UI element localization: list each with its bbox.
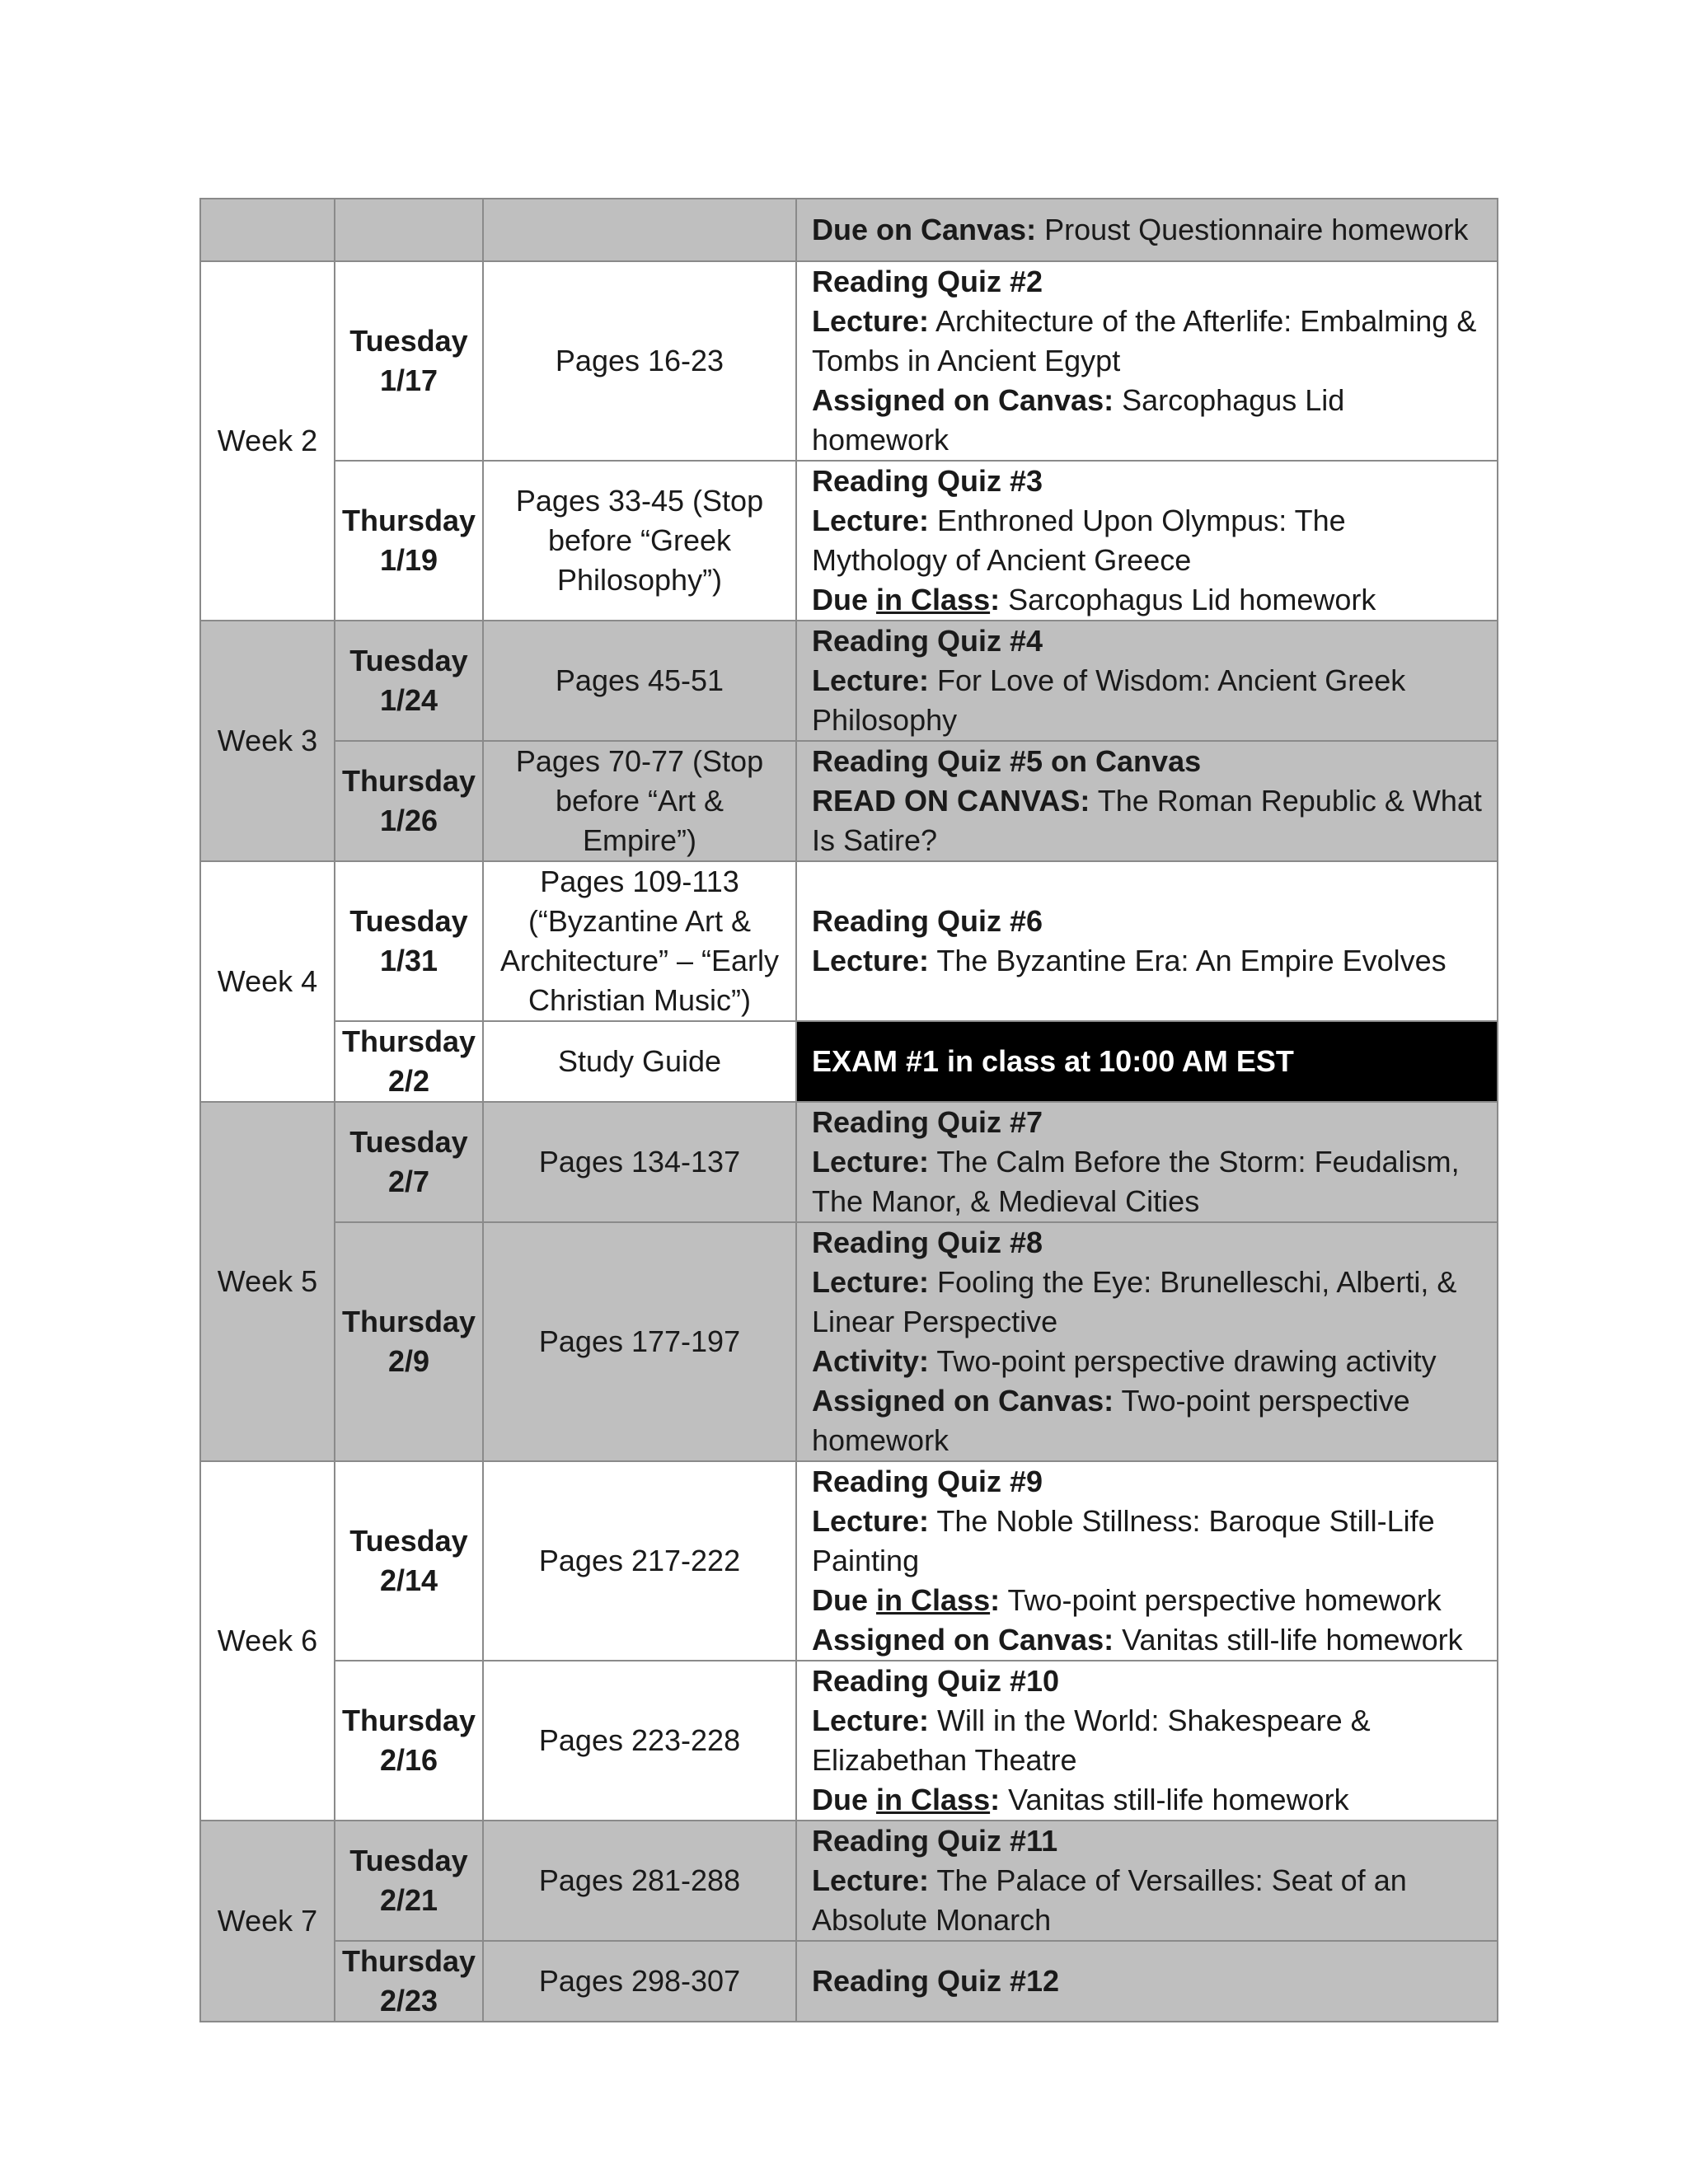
lecture-label: Lecture: [812,1145,930,1179]
weekday: Tuesday [349,904,468,938]
reading-cell: Pages 281-288 [483,1821,796,1941]
quiz-line: Reading Quiz #3 [812,464,1043,498]
assigned-text: Sarcophagus Lid homework [812,383,1345,457]
lecture-line [812,1861,1482,1940]
date: 2/2 [387,1064,430,1098]
lecture-label: Lecture: [812,663,930,697]
lecture-label: Lecture: [812,304,930,338]
day-cell [335,861,483,1021]
schedule-row [200,861,1498,1021]
quiz-line: Reading Quiz #11 [812,1824,1058,1858]
lecture-text: The Calm Before the Storm: Feudalism, The Manor, & Medieval Cities [812,1145,1460,1218]
week-label: Week 2 [200,261,335,621]
activities-cell [796,1661,1498,1821]
lecture-line [812,1502,1482,1581]
quiz-line: Reading Quiz #7 [812,1105,1043,1139]
schedule-row [200,199,1498,261]
reading-cell: Pages 298-307 [483,1941,796,2022]
day-cell [335,261,483,461]
quiz-line: Reading Quiz #4 [812,624,1043,658]
exam-cell: EXAM #1 in class at 10:00 AM EST [796,1021,1498,1102]
schedule-row [200,1461,1498,1661]
weekday: Thursday [342,504,476,537]
quiz-line: Reading Quiz #6 [812,904,1043,938]
day-cell [335,1102,483,1222]
due-label: Due on Canvas: [812,213,1037,246]
date: 1/31 [379,944,438,977]
schedule-row [200,1021,1498,1102]
week-label: Week 4 [200,861,335,1102]
weekday: Thursday [342,1944,476,1978]
lecture-text: For Love of Wisdom: Ancient Greek Philosophy [812,663,1406,737]
assigned-line [812,1381,1482,1460]
activities-cell [796,741,1498,861]
quiz-line: Reading Quiz #8 [812,1226,1043,1259]
lecture-line [812,1701,1482,1780]
lecture-label: Lecture: [812,504,930,537]
due-text: Proust Questionnaire homework [1044,213,1469,246]
due-line: Due in Class: Vanitas still-life homework [812,1783,1349,1816]
week-label: Week 5 [200,1102,335,1461]
schedule-row [200,1222,1498,1461]
week-label: Week 3 [200,621,335,861]
date: 1/26 [379,804,438,837]
reading-cell: Pages 134-137 [483,1102,796,1222]
activities-cell [796,1222,1498,1461]
reading-cell: Pages 45-51 [483,621,796,741]
assigned-label: Assigned on Canvas: [812,1384,1114,1418]
lecture-text: The Byzantine Era: An Empire Evolves [936,944,1447,977]
due-place: in Class [876,1783,991,1816]
activities-cell [796,1821,1498,1941]
assigned-label: Assigned on Canvas: [812,383,1114,417]
reading-cell [483,199,796,261]
weekday: Tuesday [349,324,468,358]
week-label: Week 6 [200,1461,335,1821]
lecture-line [812,661,1482,740]
activities-cell [796,621,1498,741]
date: 2/7 [387,1165,430,1198]
due-place: in Class [876,583,991,616]
weekday: Thursday [342,1704,476,1737]
lecture-text: Fooling the Eye: Brunelleschi, Alberti, & Linear Perspective [812,1265,1457,1338]
activities-cell [796,461,1498,621]
assigned-text: Two-point perspective homework [812,1384,1410,1457]
quiz-line: Reading Quiz #9 [812,1465,1043,1498]
activities-cell [796,1461,1498,1661]
reading-cell: Pages 70-77 (Stop before “Art & Empire”) [483,741,796,861]
day-cell [335,741,483,861]
lecture-line [812,302,1482,381]
day-cell [335,1222,483,1461]
lecture-line [812,1263,1482,1342]
schedule-row [200,621,1498,741]
lecture-label: Lecture: [812,1863,930,1897]
activity-line [812,1342,1482,1381]
activities-cell [796,1941,1498,2022]
week-label: Week 7 [200,1821,335,2022]
due-text: Sarcophagus Lid homework [1008,583,1376,616]
day-cell [335,1461,483,1661]
day-cell [335,1941,483,2022]
date: 1/19 [379,543,438,577]
day-cell [335,461,483,621]
schedule-row [200,1102,1498,1222]
day-cell [335,1021,483,1102]
read-text: The Roman Republic & What Is Satire? [812,784,1482,857]
week-cell [200,199,335,261]
activities-cell [796,1102,1498,1222]
reading-cell: Pages 33-45 (Stop before “Greek Philosophy”) [483,461,796,621]
date: 1/17 [379,363,438,397]
weekday: Tuesday [349,1524,468,1558]
lecture-text: The Noble Stillness: Baroque Still-Life Painting [812,1504,1435,1577]
schedule-row [200,261,1498,461]
assigned-text: Vanitas still-life homework [1122,1623,1463,1657]
reading-cell: Pages 109-113 (“Byzantine Art & Architecture” – “Early Christian Music”) [483,861,796,1021]
weekday: Tuesday [349,1125,468,1159]
reading-cell: Pages 16-23 [483,261,796,461]
day-cell [335,199,483,261]
lecture-label: Lecture: [812,1265,930,1299]
reading-cell: Pages 177-197 [483,1222,796,1461]
assigned-line [812,381,1482,460]
activities-cell [796,261,1498,461]
lecture-text: The Palace of Versailles: Seat of an Absolute Monarch [812,1863,1407,1937]
lecture-text: Architecture of the Afterlife: Embalming & Tombs in Ancient Egypt [812,304,1477,377]
assigned-line [812,1620,1482,1660]
read-line [812,781,1482,860]
weekday: Thursday [342,764,476,798]
lecture-line [812,941,1482,981]
date: 2/14 [379,1563,438,1597]
weekday: Thursday [342,1305,476,1338]
reading-cell: Pages 217-222 [483,1461,796,1661]
quiz-line: Reading Quiz #5 on Canvas [812,744,1202,778]
reading-cell: Study Guide [483,1021,796,1102]
lecture-text: Enthroned Upon Olympus: The Mythology of Ancient Greece [812,504,1346,577]
day-cell [335,1821,483,1941]
lecture-label: Lecture: [812,1504,930,1538]
activities-cell [796,199,1498,261]
reading-cell: Pages 223-228 [483,1661,796,1821]
due-line [812,210,1482,250]
due-word: Due [812,1583,869,1617]
weekday: Tuesday [349,1844,468,1877]
lecture-label: Lecture: [812,944,930,977]
date: 2/9 [387,1344,430,1378]
schedule-row [200,741,1498,861]
date: 2/21 [379,1883,438,1917]
schedule-row [200,1661,1498,1821]
due-word: Due [812,583,869,616]
due-text: Two-point perspective homework [1007,1583,1442,1617]
due-text: Vanitas still-life homework [1008,1783,1349,1816]
weekday: Thursday [342,1024,476,1058]
day-cell [335,1661,483,1821]
read-label: READ ON CANVAS: [812,784,1090,818]
lecture-label: Lecture: [812,1704,930,1737]
weekday: Tuesday [349,644,468,677]
date: 2/23 [379,1984,438,2018]
date: 2/16 [379,1743,438,1777]
activity-label: Activity: [812,1344,930,1378]
quiz-line: Reading Quiz #2 [812,265,1043,298]
quiz-line: Reading Quiz #12 [812,1964,1060,1998]
quiz-line: Reading Quiz #10 [812,1664,1060,1698]
course-schedule-table [199,198,1498,2022]
lecture-text: Will in the World: Shakespeare & Elizabethan Theatre [812,1704,1371,1777]
due-line: Due in Class: Two-point perspective homework [812,1583,1442,1617]
due-place: in Class [876,1583,991,1617]
activities-cell [796,861,1498,1021]
due-word: Due [812,1783,869,1816]
due-line: Due in Class: Sarcophagus Lid homework [812,583,1376,616]
lecture-line [812,501,1482,580]
assigned-label: Assigned on Canvas: [812,1623,1114,1657]
date: 1/24 [379,683,438,717]
activity-text: Two-point perspective drawing activity [936,1344,1437,1378]
day-cell [335,621,483,741]
schedule-row [200,1941,1498,2022]
schedule-row [200,461,1498,621]
lecture-line [812,1142,1482,1221]
schedule-row [200,1821,1498,1941]
